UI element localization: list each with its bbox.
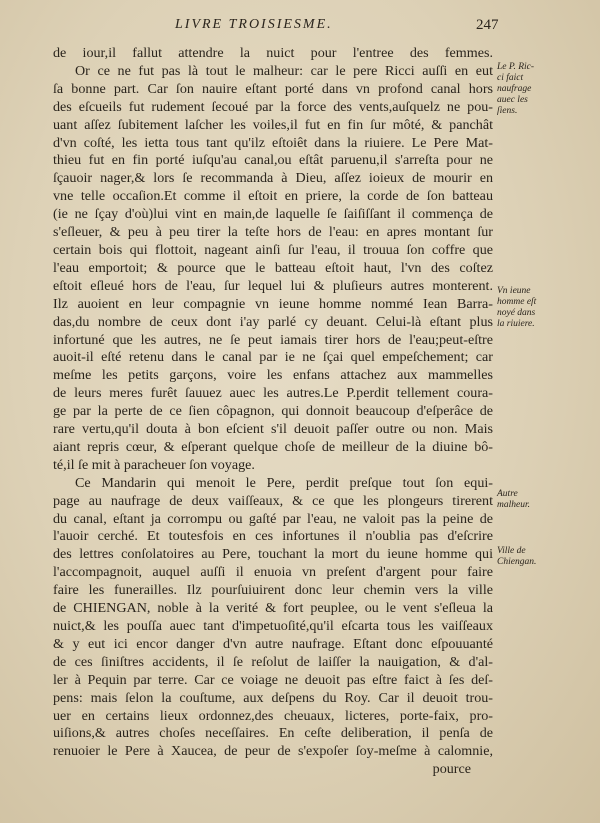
text-line: des lettres conſolatoires au Pere, touchant la mort du ieune homme qui <box>53 546 493 563</box>
margin-note-line: auec les <box>497 95 528 105</box>
catchword: pource <box>432 761 471 778</box>
body-text <box>53 45 493 779</box>
text-line: pens: mais ſelon la couſtume, aux deſpens du Roy. Car il deuoit trou- <box>53 689 493 706</box>
text-line: & y eut ici encor danger d'vn autre naufrage. Eſtant donc eſpouuanté <box>53 635 493 652</box>
margin-note-line: Chiengan. <box>497 557 537 567</box>
text-line: ge par la perte de ce ſien côpagnon, qui donnoit beaucoup d'eſperâce de <box>53 403 493 420</box>
text-line: ſa bonne part. Car ſon nauire eſtant porté dans vn profond canal hors <box>53 80 493 97</box>
margin-note-line: malheur. <box>497 500 530 510</box>
text-line: de ces ſiniſtres accidents, il ſe reſolut de laiſſer la nauigation, & d'al- <box>53 653 493 670</box>
text-line: de CHIENGAN, noble à la verité & fort peuplee, ou le vent s'eſleua la <box>53 600 493 617</box>
margin-note-city-chiengan <box>497 546 587 568</box>
text-line: nuict,& les pouſſa auec tant d'impetuoſité,qu'il eſcarta tous les vaiſſeaux <box>53 618 493 634</box>
text-line: certain bois qui flottoit, nageant ainſi ſur l'eau, il trouua ſon coffre que <box>53 241 493 258</box>
margin-note-line: Autre <box>497 489 518 499</box>
text-line: té,il ſe mit à paracheuer ſon voyage. <box>53 456 255 473</box>
text-line: des eſcueils fut rudement ſecoué par la force des vents,auſquelz ne pou- <box>53 98 493 115</box>
margin-note-line: Vn ieune <box>497 286 531 296</box>
text-line: ler à Pequin par terre. Car ce voiage ne deuoit pas eſtre faict à ſes deſ- <box>53 671 493 688</box>
margin-note-line: la riuiere. <box>497 319 535 329</box>
text-line: eſtoit eſleué hors de l'eau, ſur lequel lui & pluſieurs autres monterent. <box>53 277 493 294</box>
text-line: ſçauoir nager,& lors ſe recommanda à Dieu, aſſez ioieux de mourir en <box>53 170 493 187</box>
margin-note-line: noyé dans <box>497 308 536 318</box>
text-line: vne telle occaſion.Et comme il eſtoit en priere, la corde de ſon batteau <box>53 188 493 205</box>
text-line: (ie ne ſçay d'où)lui vint en main,de laquelle ſe ſaiſiſſant il commença de <box>53 206 493 223</box>
margin-note-line: Ville de <box>497 546 526 556</box>
text-line: de iour,il fallut attendre la nuict pour l'entree des femmes. <box>53 45 493 61</box>
margin-note-line: naufrage <box>497 84 532 94</box>
text-line: meſme les petits garçons, voire les enfans attachez aux mammelles <box>53 367 493 384</box>
text-line: thieu fut en fin porté iuſqu'au canal,ou eſtât paruenu,il s'arreſta pour ne <box>53 152 493 169</box>
text-line: rare vertu,qu'il douta à bon eſcient s'il deuoit paſſer outre ou non. Mais <box>53 421 493 438</box>
text-line: uant aſſez ſubitement laſcher les voiles,il fut en fin ſur môté, & panchât <box>53 116 493 133</box>
text-line: infortuné que les autres, ne ſe peut iamais tirer hors de l'eau;peut-eſtre <box>53 331 493 348</box>
text-line: de leurs meres furêt ſauuez auec les autres.Le P.perdit tellement coura- <box>53 385 493 402</box>
text-line: faire les funerailles. Ilz pourſuiuirent donc leur chemin vers la ville <box>53 582 493 599</box>
text-line: Ilz auoient en leur compagnie vn ieune homme nommé Iean Barra- <box>53 295 493 312</box>
text-line: uer en certains lieux ordonnez,des cheuaux, licteres, porte-faix, pro- <box>53 707 493 724</box>
page-number: 247 <box>476 17 499 33</box>
text-line: uiſions,& autres choſes neceſſaires. En ceſte deliberation, il penſa de <box>53 725 493 742</box>
text-line: s'eſleuer, & peu à peu tirer la teſte hors de l'eau: en apres montant ſur <box>53 224 493 241</box>
text-line: page au naufrage de deux vaiſſeaux, & ce que les plongeurs tirerent <box>53 492 493 509</box>
margin-note-young-man-drowned <box>497 286 587 330</box>
text-line: du canal, eſtant ja corrompu ou gaſté par l'eau, ne valoit pas la peine de <box>53 510 493 527</box>
text-line: das,du nombre de ceux dont i'ay parlé cy deuant. Celui-là eſtant plus <box>53 313 493 330</box>
text-line: Or ce ne fut pas là tout le malheur: car le pere Ricci auſſi en eut <box>75 62 493 79</box>
margin-note-ricci-shipwreck <box>497 62 587 117</box>
text-line: l'accompagnoit, auquel auſſi il enuoia vn preſent d'argent pour faire <box>53 564 493 581</box>
page-header <box>0 17 600 37</box>
text-line: aiant repris cœur, & eſperant quelque choſe de meilleur de la diuine bô- <box>53 438 493 455</box>
margin-note-line: Le P. Ric- <box>497 62 535 72</box>
margin-note-another-misfortune <box>497 489 587 511</box>
text-line: l'eau emportoit; & pource que le batteau eſtoit haut, l'vn des coſtez <box>53 259 493 276</box>
text-line: auoit-il eſté retenu dans le canal par ie ne ſçai quel empeſchement; car <box>53 349 493 366</box>
text-line: d'vn coſté, les ietta tous tant qu'ilz eſtoiêt dans la riuiere. Le Pere Mat- <box>53 134 493 151</box>
running-title: LIVRE TROISIESME. <box>175 17 333 32</box>
margin-note-line: ſiens. <box>497 106 518 116</box>
text-line: Ce Mandarin qui menoit le Pere, perdit preſque tout ſon equi- <box>75 474 493 491</box>
text-line: renuoier le Pere à Xaucea, de peur de s'expoſer ſoy-meſme à calomnie, <box>53 743 493 760</box>
margin-note-line: homme eſt <box>497 297 537 307</box>
margin-note-line: ci faict <box>497 73 524 83</box>
text-line: l'auoir cerché. Et toutesfois en ces infortunes il n'oublia pas d'eſcrire <box>53 528 493 545</box>
